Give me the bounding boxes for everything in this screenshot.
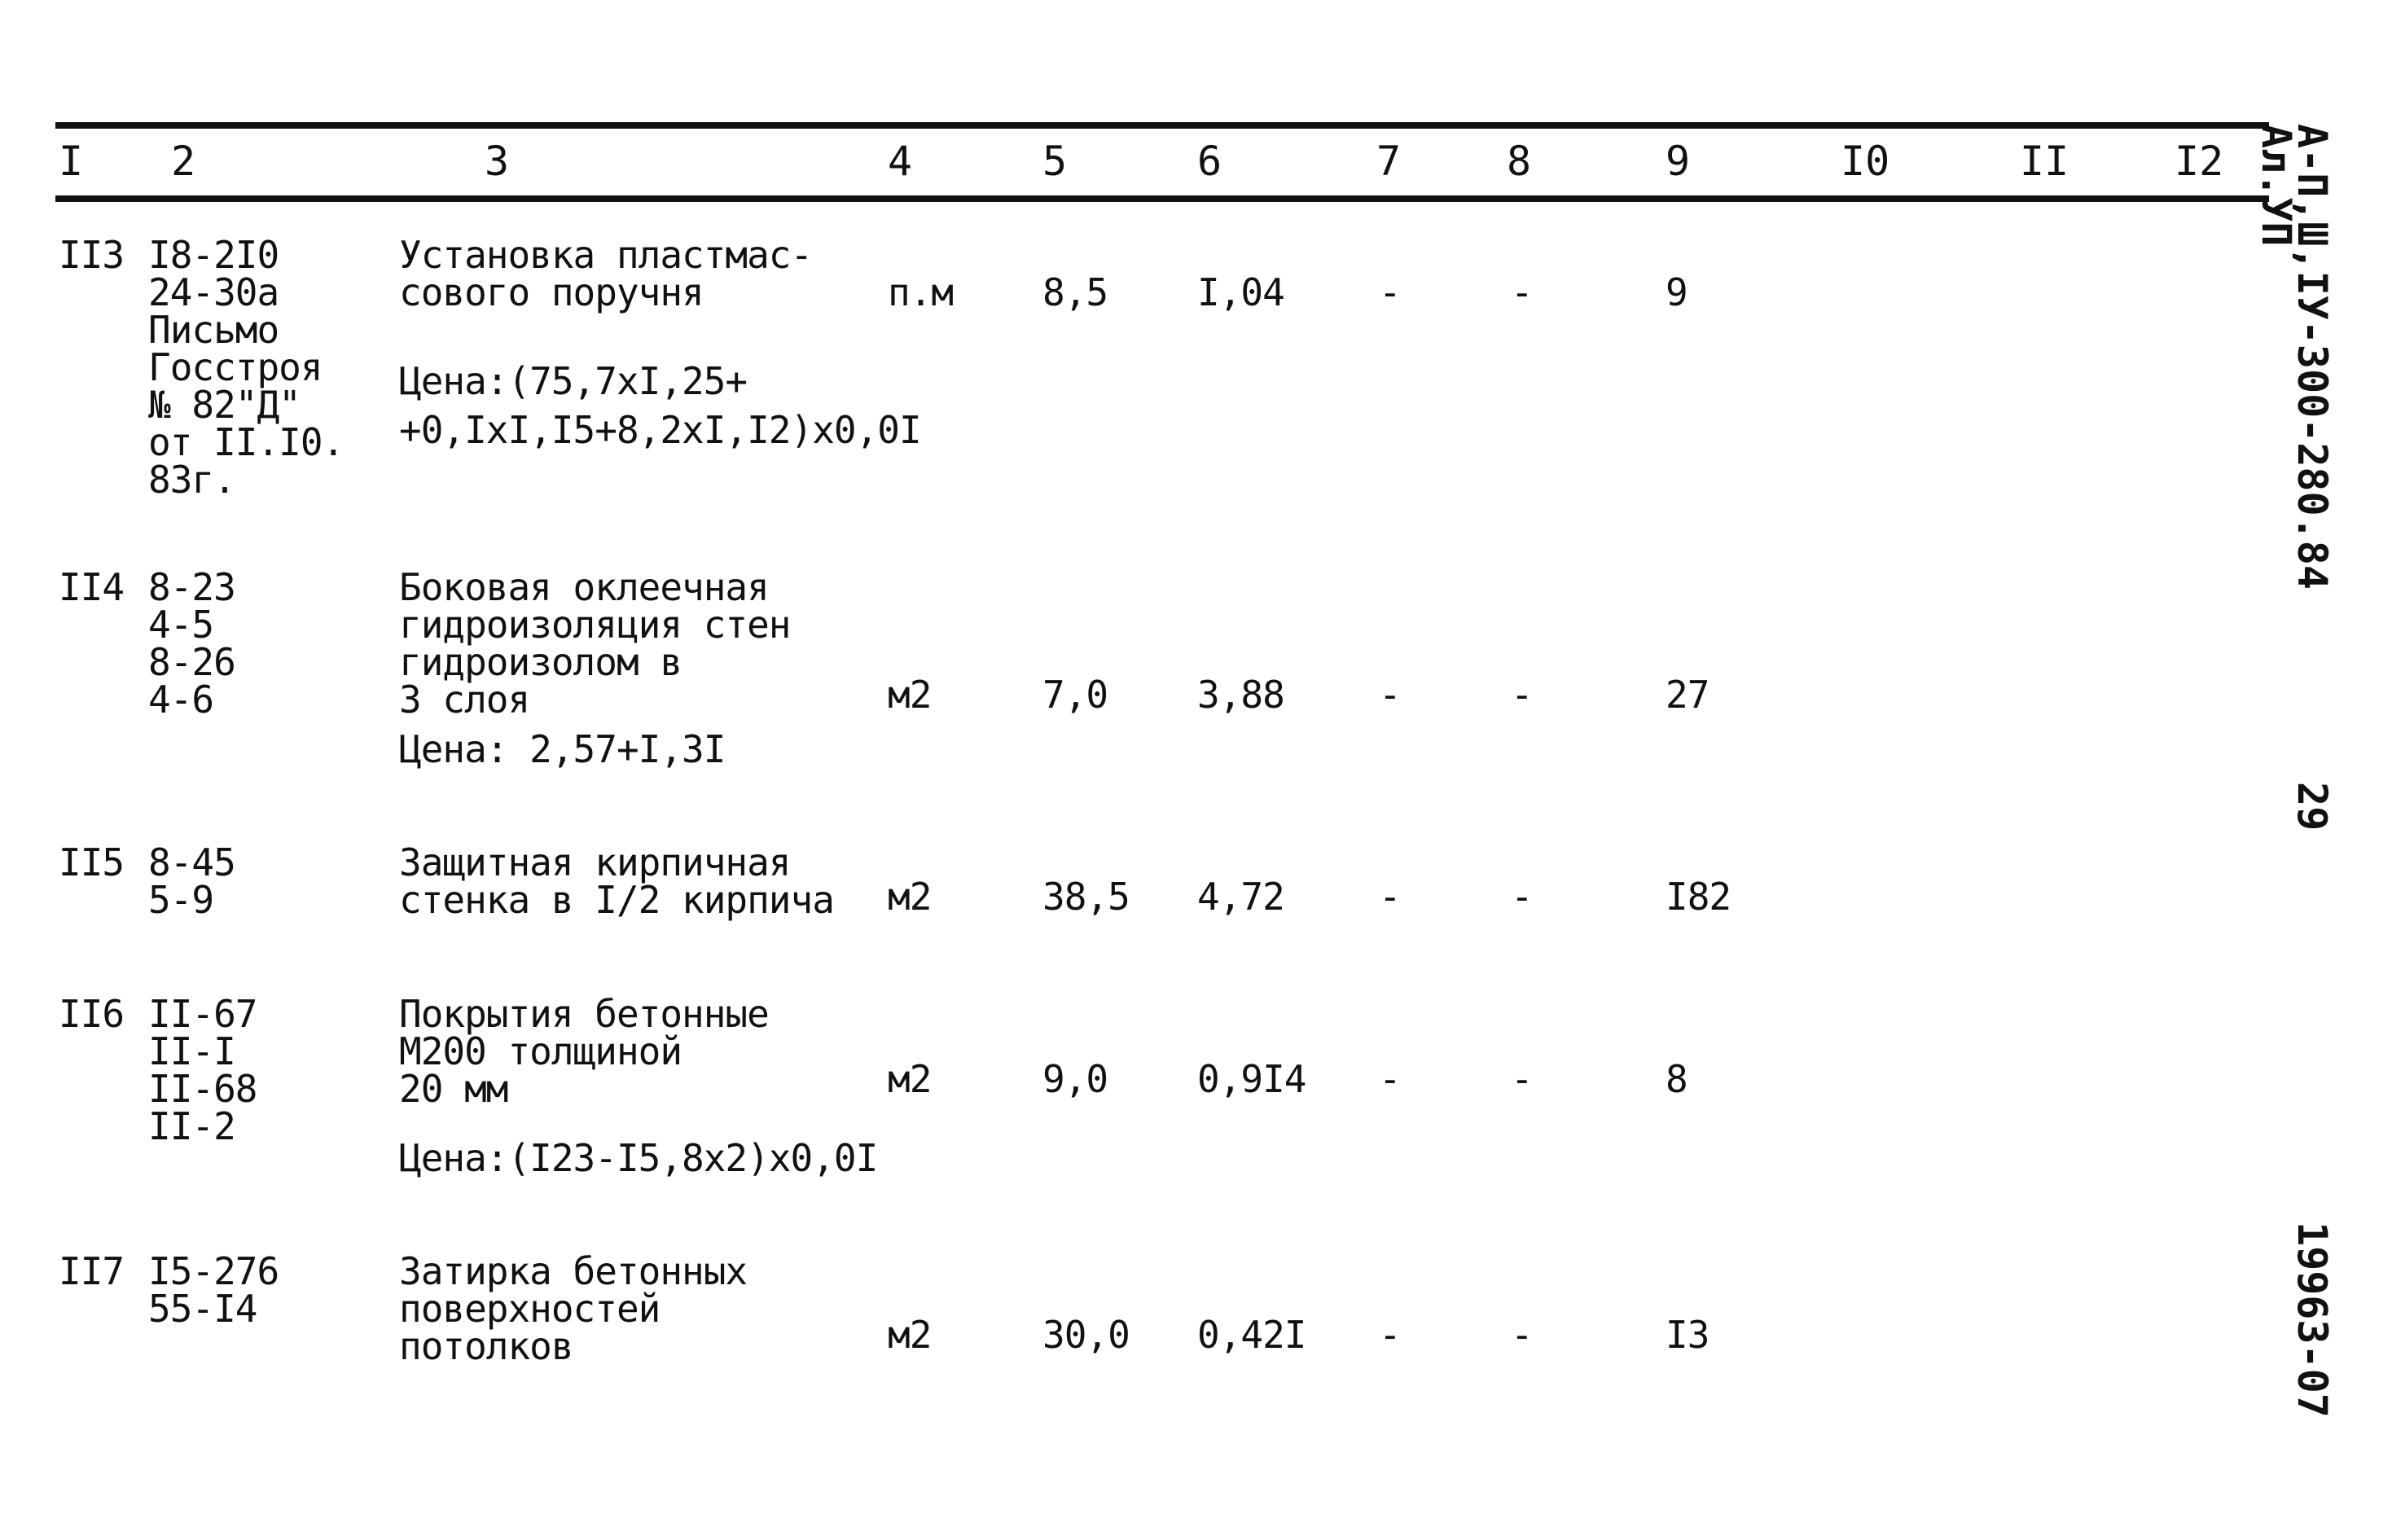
row-col6: 0,42I [1197, 1313, 1306, 1357]
row-col7: - [1379, 1057, 1401, 1101]
column-header-2: 2 [171, 138, 196, 185]
row-description: Боковая оклеечная гидроизоляция стен гидроизолом в 3 слоя [399, 565, 791, 722]
row-col7: - [1379, 1313, 1401, 1357]
column-header-3: 3 [485, 138, 510, 185]
row-description: Установка пластмас- сового поручня [399, 233, 813, 314]
row-col7: - [1379, 875, 1401, 919]
row-col9: 8 [1666, 1057, 1687, 1101]
row-number: II3 [59, 233, 125, 277]
row-unit: м2 [888, 1057, 932, 1101]
row-col8: - [1511, 1313, 1533, 1357]
column-header-5: 5 [1042, 138, 1068, 185]
column-header-1: I [59, 138, 84, 185]
document-sheet-ref: Ал.УП [2253, 124, 2300, 247]
row-codes: I8-2I0 24-30а Письмо Госстроя № 82"Д" от II.I0. 83г. [148, 233, 345, 502]
column-header-9: 9 [1666, 138, 1691, 185]
row-description: Затирка бетонных поверхностей потолков [399, 1249, 748, 1368]
document-code: 19963-07 [2289, 1222, 2336, 1418]
row-col5: 9,0 [1042, 1057, 1108, 1101]
row-col9: I3 [1666, 1313, 1709, 1357]
column-header-4: 4 [888, 138, 913, 185]
row-unit: п.м [888, 270, 954, 314]
row-number: II6 [59, 992, 125, 1036]
row-codes: I5-276 55-I4 [148, 1249, 279, 1331]
header-bottom-rule [55, 195, 2269, 202]
row-codes: 8-23 4-5 8-26 4-6 [148, 565, 235, 722]
row-col6: 3,88 [1197, 673, 1284, 717]
row-col6: 0,9I4 [1197, 1057, 1306, 1101]
row-number: II5 [59, 840, 125, 884]
row-col9: 27 [1666, 673, 1709, 717]
row-col5: 38,5 [1042, 875, 1130, 919]
document-designation: А-П,Ш,IУ-300-280.84 [2289, 124, 2336, 590]
row-col5: 7,0 [1042, 673, 1108, 717]
row-unit: м2 [888, 1313, 932, 1357]
row-codes: II-67 II-I II-68 II-2 [148, 992, 257, 1148]
row-description: Защитная кирпичная стенка в I/2 кирпича [399, 840, 834, 922]
row-col9: I82 [1666, 875, 1731, 919]
column-header-8: 8 [1507, 138, 1532, 185]
column-header-11: II [2020, 138, 2069, 185]
row-unit: м2 [888, 875, 932, 919]
row-col7: - [1379, 270, 1401, 314]
row-col8: - [1511, 1057, 1533, 1101]
row-unit: м2 [888, 673, 932, 717]
column-header-6: 6 [1197, 138, 1222, 185]
row-col6: I,04 [1197, 270, 1284, 314]
row-price: Цена: 2,57+I,3I [399, 727, 726, 771]
page-number: 29 [2289, 782, 2336, 831]
column-header-12: I2 [2175, 138, 2224, 185]
row-number: II7 [59, 1249, 125, 1293]
header-top-rule [55, 122, 2269, 129]
row-col5: 30,0 [1042, 1313, 1130, 1357]
row-col6: 4,72 [1197, 875, 1284, 919]
row-number: II4 [59, 565, 125, 609]
row-col8: - [1511, 875, 1533, 919]
row-col8: - [1511, 270, 1533, 314]
row-col7: - [1379, 673, 1401, 717]
column-header-10: I0 [1841, 138, 1890, 185]
column-header-7: 7 [1376, 138, 1402, 185]
row-price: Цена:(I23-I5,8х2)х0,0I [399, 1136, 878, 1180]
row-codes: 8-45 5-9 [148, 840, 235, 922]
row-price: Цена:(75,7хI,25+ +0,IхI,I5+8,2хI,I2)х0,0I [399, 359, 921, 452]
row-col9: 9 [1666, 270, 1687, 314]
row-col8: - [1511, 673, 1533, 717]
row-description: Покрытия бетонные М200 толщиной 20 мм [399, 992, 769, 1111]
row-col5: 8,5 [1042, 270, 1108, 314]
